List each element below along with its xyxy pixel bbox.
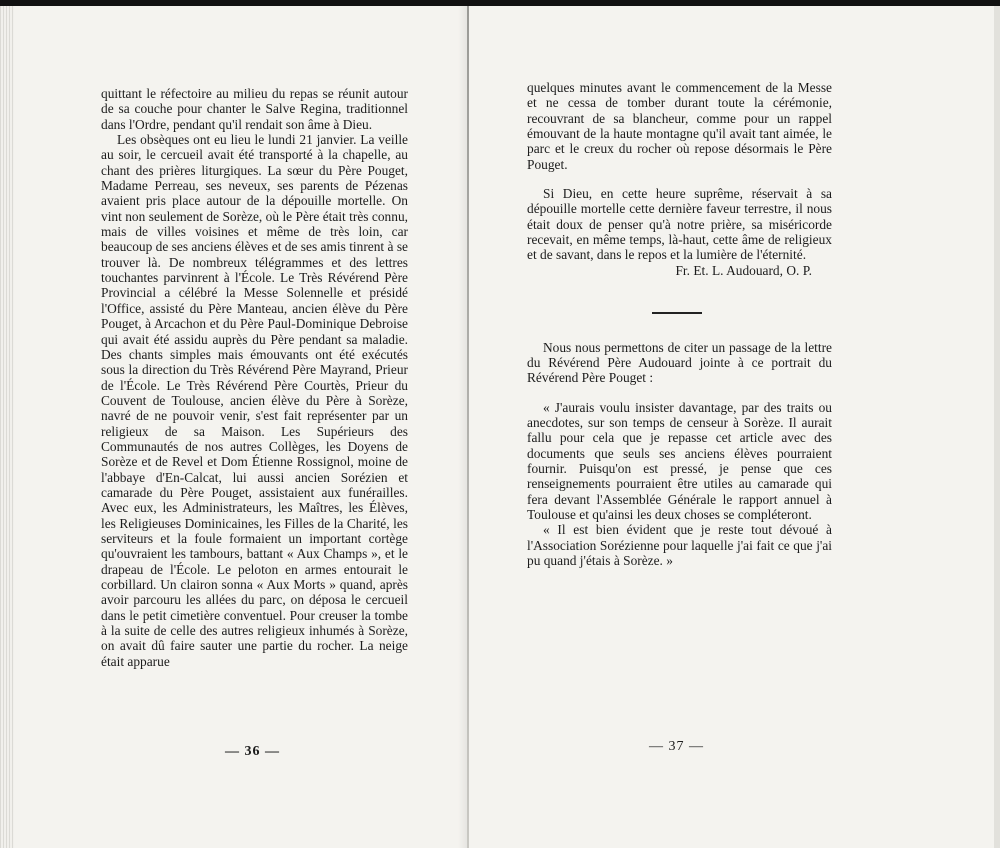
quoted-letter-paragraph-2: « Il est bien évident que je reste tout dévoué à l'Association Sorézienne pour laquelle j'ai fait ce que j'ai pu quand j'étais à Sorèze. » [527, 522, 832, 568]
paragraph-gap [527, 172, 832, 186]
left-text-column [101, 86, 408, 669]
right-page [469, 0, 1000, 848]
right-paragraph-3: Nous nous permettons de citer un passage de la lettre du Révérend Père Audouard jointe à ce portrait du Révérend Père Pouget : [527, 339, 832, 386]
right-text-column [527, 80, 832, 568]
section-gap [527, 314, 832, 340]
left-paragraph-2: Les obsèques ont eu lieu le lundi 21 janvier. La veille au soir, le cercueil avait été transporté à la chapelle, au chant des prières liturgiques. La sœur du Père Pouget, Madame Perreau, ses neveux, ses parents de Pézenas avaient pris place autour de la dépouille mortelle. On vint non seulement de Sorèze, où le Père était très connu, mais de villes voisines et même de très loin, car beaucoup de ses anciens élèves et de ses amis tinrent à se trouver là. De nombreux télégrammes et des lettres touchantes parvinrent à l'École. Le Très Révérend Père Provincial a célébré la Messe Solennelle et présidé l'Office, assisté du Père Manteau, ancien élève du Père Pouget, à Arcachon et du Père Paul-Dominique Debroise qui avait été assidu auprès du Père pendant sa maladie. Des chants simples mais émouvants ont été exécutés sous la direction du Très Révérend Père Mayrand, Prieur de l'École. Le Très Révérend Père Courtès, Prieur du Couvent de Toulouse, ancien élève du Père à Sorèze, navré de ne pouvoir venir, s'est fait représenter par un religieux de sa Maison. Les Supérieurs des Communautés de nos autres Collèges, les Doyens de Sorèze et de Revel et Dom Étienne Rossignol, moine de l'abbaye d'En-Calcat, lui aussi ancien Sorézien et camarade du Père Pouget, assistaient aux funérailles. Avec eux, les Administrateurs, les Maîtres, les Élèves, les Religieuses Dominicaines, les Filles de la Charité, les serviteurs et la foule formaient un important cortège qu'ouvraient les tambours, battant « Aux Champs », et le drapeau de l'École. Le peloton en armes entourait le corbillard. Un clairon sonna « Aux Morts » quand, après avoir parcouru les allées du parc, on déposa le cercueil dans le petit cimetière conventuel. Pour creuser la tombe à la suite de celle des autres religieux inhumés à Sorèze, on avait dû faire sauter une partie du rocher. La neige était apparue [101, 132, 408, 669]
page-number-36: — 36 — [225, 744, 280, 759]
quoted-letter-paragraph-1: « J'aurais voulu insister davantage, par des traits ou anecdotes, sur son temps de censeur à Sorèze. Il aurait fallu pour cela que je repasse cet article avec des documents que seuls ses anciens élèves pourraient fournir. Puisqu'on est pressé, je pense que ces renseignements pourraient être utiles au camarade qui fera devant l'Assemblée Générale le rapport annuel à Toulouse et qu'ainsi les deux choses se compléteront. [527, 399, 832, 522]
left-paragraph-1: quittant le réfectoire au milieu du repas se réunit autour de sa couche pour chanter le Salve Regina, traditionnel dans l'Ordre, pendant qu'il rendait son âme à Dieu. [101, 86, 408, 132]
page-number-37: — 37 — [649, 739, 704, 754]
right-paragraph-2: Si Dieu, en cette heure suprême, réservait à sa dépouille mortelle cette dernière faveur terrestre, il nous était doux de penser qu'à notre prière, sa miséricorde recevait, en même temps, là-haut, cette âme de religieux et de savant, dans le repos et la lumière de l'éternité. [527, 186, 832, 263]
paragraph-gap [527, 386, 832, 400]
author-signature: Fr. Et. L. Audouard, O. P. [675, 262, 812, 278]
left-page [0, 0, 467, 848]
right-paragraph-1: quelques minutes avant le commencement de la Messe et ne cessa de tomber durant toute la cérémonie, recouvrant de sa blancheur, comme pour un rappel émouvant de la haute montagne qu'il avait tant aimée, le parc et le creux du rocher où repose désormais le Père Pouget. [527, 80, 832, 172]
